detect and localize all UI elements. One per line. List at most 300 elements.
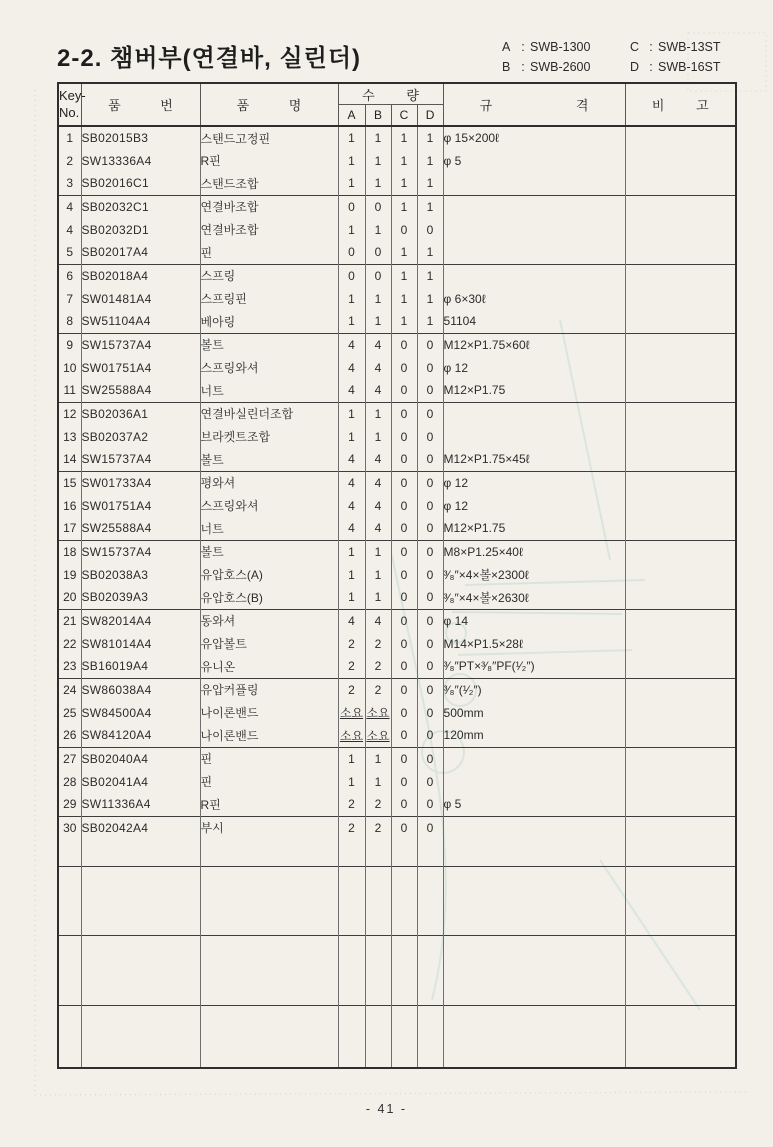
cell-qty-d: 0	[417, 747, 443, 770]
cell-spec: M8×P1.25×40ℓ	[443, 540, 625, 563]
cell-qty-b: 1	[365, 172, 391, 195]
cell-key-no: 12	[58, 402, 81, 425]
cell-part-no: SW01733A4	[81, 471, 200, 494]
row-group	[58, 678, 736, 747]
model-key: D	[630, 60, 640, 74]
cell-key-no: 28	[58, 770, 81, 793]
cell-qty-b: 1	[365, 126, 391, 149]
cell-qty-d: 1	[417, 149, 443, 172]
header-spec: 규 격	[443, 83, 625, 126]
cell-qty-c: 0	[391, 448, 417, 471]
cell-part-name: 핀	[200, 241, 338, 264]
cell-qty-c: 1	[391, 241, 417, 264]
cell-part-no: SW84500A4	[81, 701, 200, 724]
cell-qty-c: 1	[391, 149, 417, 172]
cell-qty-a: 0	[338, 195, 365, 218]
cell-spec: ³⁄₈″(¹⁄₂″)	[443, 678, 625, 701]
cell-key-no: 25	[58, 701, 81, 724]
empty-cell	[625, 866, 736, 935]
cell-qty-a: 1	[338, 540, 365, 563]
cell-spec: M12×P1.75×60ℓ	[443, 333, 625, 356]
table-row	[58, 333, 736, 356]
cell-qty-c: 0	[391, 701, 417, 724]
cell-remark	[625, 609, 736, 632]
cell-qty-a: 1	[338, 402, 365, 425]
cell-remark	[625, 517, 736, 540]
empty-cell	[365, 839, 391, 866]
cell-part-name: 볼트	[200, 540, 338, 563]
cell-spec	[443, 747, 625, 770]
cell-part-no: SB02036A1	[81, 402, 200, 425]
cell-spec: 500mm	[443, 701, 625, 724]
blank-row	[58, 935, 736, 1005]
cell-spec: φ 15×200ℓ	[443, 126, 625, 149]
cell-part-name: 유니온	[200, 655, 338, 678]
model-number: SWB-1300	[530, 40, 591, 54]
cell-qty-b: 4	[365, 356, 391, 379]
cell-qty-c: 0	[391, 218, 417, 241]
cell-remark	[625, 149, 736, 172]
row-group	[58, 471, 736, 540]
table-row	[58, 356, 736, 379]
blank-row	[58, 866, 736, 935]
cell-qty-c: 0	[391, 540, 417, 563]
cell-qty-b: 4	[365, 494, 391, 517]
cell-qty-b: 1	[365, 540, 391, 563]
row-group	[58, 333, 736, 402]
cell-remark	[625, 126, 736, 149]
empty-cell	[81, 1005, 200, 1068]
empty-cell	[443, 935, 625, 1005]
empty-cell	[338, 1005, 365, 1068]
cell-remark	[625, 379, 736, 402]
cell-qty-d: 1	[417, 195, 443, 218]
cell-remark	[625, 218, 736, 241]
cell-qty-c: 0	[391, 379, 417, 402]
cell-qty-c: 0	[391, 425, 417, 448]
cell-qty-a: 1	[338, 310, 365, 333]
cell-spec: 120mm	[443, 724, 625, 747]
empty-cell	[200, 839, 338, 866]
cell-part-name: 볼트	[200, 333, 338, 356]
cell-remark	[625, 655, 736, 678]
empty-cell	[417, 866, 443, 935]
cell-part-name: 스프링핀	[200, 287, 338, 310]
cell-spec	[443, 172, 625, 195]
model-legend-item	[630, 60, 721, 74]
cell-qty-c: 0	[391, 770, 417, 793]
cell-remark	[625, 701, 736, 724]
cell-qty-c: 0	[391, 747, 417, 770]
cell-qty-b: 1	[365, 770, 391, 793]
cell-part-name: 너트	[200, 517, 338, 540]
model-separator: :	[521, 40, 525, 54]
cell-remark	[625, 356, 736, 379]
cell-spec: φ 5	[443, 149, 625, 172]
cell-part-no: SB02032D1	[81, 218, 200, 241]
cell-qty-d: 0	[417, 494, 443, 517]
empty-cell	[81, 866, 200, 935]
cell-qty-b: 0	[365, 241, 391, 264]
cell-qty-c: 0	[391, 471, 417, 494]
cell-key-no: 17	[58, 517, 81, 540]
cell-qty-c: 1	[391, 264, 417, 287]
model-separator: :	[521, 60, 525, 74]
cell-key-no: 2	[58, 149, 81, 172]
cell-part-no: SB02040A4	[81, 747, 200, 770]
cell-part-no: SB02015B3	[81, 126, 200, 149]
cell-qty-b: 1	[365, 402, 391, 425]
header-qty-a: A	[338, 105, 365, 127]
cell-qty-a: 2	[338, 655, 365, 678]
cell-key-no: 10	[58, 356, 81, 379]
empty-cell	[391, 866, 417, 935]
empty-cell	[338, 866, 365, 935]
cell-spec	[443, 195, 625, 218]
cell-remark	[625, 494, 736, 517]
header-key-no-line1: Key-	[59, 87, 86, 103]
cell-qty-a: 4	[338, 517, 365, 540]
cell-key-no: 27	[58, 747, 81, 770]
empty-cell	[338, 935, 365, 1005]
cell-qty-a: 1	[338, 563, 365, 586]
cell-remark	[625, 747, 736, 770]
cell-qty-d: 0	[417, 609, 443, 632]
table-row	[58, 678, 736, 701]
cell-remark	[625, 793, 736, 816]
cell-part-name: 나이론밴드	[200, 701, 338, 724]
cell-qty-d: 0	[417, 540, 443, 563]
cell-qty-a: 1	[338, 287, 365, 310]
cell-qty-c: 0	[391, 494, 417, 517]
cell-spec: ³⁄₈″×4×볼×2300ℓ	[443, 563, 625, 586]
cell-spec: M12×P1.75	[443, 517, 625, 540]
cell-qty-a: 4	[338, 448, 365, 471]
empty-cell	[200, 866, 338, 935]
cell-qty-c: 0	[391, 816, 417, 839]
cell-qty-c: 1	[391, 287, 417, 310]
cell-remark	[625, 402, 736, 425]
empty-cell	[417, 935, 443, 1005]
table-row	[58, 655, 736, 678]
table-row	[58, 586, 736, 609]
cell-qty-a: 1	[338, 747, 365, 770]
cell-spec: M14×P1.5×28ℓ	[443, 632, 625, 655]
cell-key-no: 4	[58, 218, 81, 241]
cell-qty-b: 2	[365, 793, 391, 816]
cell-part-name: 유압커플링	[200, 678, 338, 701]
cell-spec: 51104	[443, 310, 625, 333]
cell-qty-d: 0	[417, 379, 443, 402]
table-row	[58, 218, 736, 241]
model-legend	[502, 40, 721, 74]
cell-qty-c: 0	[391, 609, 417, 632]
cell-key-no: 23	[58, 655, 81, 678]
table-row	[58, 770, 736, 793]
table-row	[58, 494, 736, 517]
footer-page-number: - 41 -	[365, 1102, 408, 1116]
cell-part-name: 평와셔	[200, 471, 338, 494]
model-legend-item	[502, 60, 630, 74]
cell-remark	[625, 471, 736, 494]
cell-qty-d: 0	[417, 770, 443, 793]
page-title: 2-2. 챔버부(연결바, 실린더)	[57, 45, 361, 72]
cell-part-no: SW82014A4	[81, 609, 200, 632]
table-row	[58, 310, 736, 333]
cell-qty-d: 1	[417, 241, 443, 264]
cell-spec	[443, 770, 625, 793]
cell-remark	[625, 333, 736, 356]
cell-part-no: SW84120A4	[81, 724, 200, 747]
cell-qty-d: 0	[417, 655, 443, 678]
cell-key-no: 8	[58, 310, 81, 333]
cell-spec	[443, 816, 625, 839]
cell-qty-a: 2	[338, 678, 365, 701]
cell-qty-b: 4	[365, 448, 391, 471]
cell-qty-a: 1	[338, 218, 365, 241]
cell-part-name: 스탠드고정핀	[200, 126, 338, 149]
cell-qty-c: 0	[391, 678, 417, 701]
parts-table	[57, 82, 737, 1069]
cell-remark	[625, 632, 736, 655]
header-part-no: 품 번	[81, 83, 200, 126]
table-row	[58, 793, 736, 816]
model-legend-item	[630, 40, 721, 54]
cell-qty-a: 1	[338, 149, 365, 172]
cell-part-no: SW51104A4	[81, 310, 200, 333]
cell-remark	[625, 264, 736, 287]
table-row	[58, 701, 736, 724]
table-header	[58, 83, 736, 126]
cell-part-no: SB02017A4	[81, 241, 200, 264]
empty-cell	[58, 839, 81, 866]
model-separator: :	[649, 40, 653, 54]
cell-key-no: 30	[58, 816, 81, 839]
cell-part-no: SB02032C1	[81, 195, 200, 218]
model-key: C	[630, 40, 640, 54]
cell-qty-b: 2	[365, 632, 391, 655]
cell-qty-b: 0	[365, 264, 391, 287]
cell-qty-d: 0	[417, 402, 443, 425]
cell-qty-a: 소요	[338, 724, 365, 747]
table-row	[58, 264, 736, 287]
cell-part-name: 연결바실린더조합	[200, 402, 338, 425]
cell-key-no: 5	[58, 241, 81, 264]
table-row	[58, 379, 736, 402]
cell-part-no: SW01481A4	[81, 287, 200, 310]
row-group	[58, 747, 736, 816]
cell-spec: φ 14	[443, 609, 625, 632]
cell-key-no: 1	[58, 126, 81, 149]
cell-qty-a: 4	[338, 333, 365, 356]
header-key-no-line2: No.	[59, 104, 80, 120]
cell-part-name: 동와셔	[200, 609, 338, 632]
empty-cell	[417, 839, 443, 866]
cell-part-name: 스프링	[200, 264, 338, 287]
table-row	[58, 747, 736, 770]
cell-qty-b: 4	[365, 609, 391, 632]
cell-qty-a: 1	[338, 172, 365, 195]
cell-qty-b: 4	[365, 471, 391, 494]
cell-part-no: SW15737A4	[81, 333, 200, 356]
cell-qty-a: 2	[338, 632, 365, 655]
cell-key-no: 3	[58, 172, 81, 195]
cell-qty-d: 0	[417, 563, 443, 586]
cell-remark	[625, 586, 736, 609]
row-group	[58, 195, 736, 264]
cell-qty-b: 1	[365, 563, 391, 586]
cell-remark	[625, 241, 736, 264]
cell-spec: φ 12	[443, 471, 625, 494]
empty-cell	[391, 839, 417, 866]
cell-qty-d: 0	[417, 356, 443, 379]
table-row	[58, 172, 736, 195]
cell-qty-c: 0	[391, 356, 417, 379]
row-group	[58, 935, 736, 1005]
header-qty-b: B	[365, 105, 391, 127]
cell-part-name: 너트	[200, 379, 338, 402]
empty-cell	[365, 1005, 391, 1068]
cell-remark	[625, 448, 736, 471]
cell-part-no: SB02042A4	[81, 816, 200, 839]
blank-row	[58, 1005, 736, 1068]
cell-qty-d: 0	[417, 632, 443, 655]
scanner-dotted-edge	[35, 1092, 748, 1095]
cell-qty-c: 0	[391, 586, 417, 609]
cell-spec	[443, 425, 625, 448]
blank-row	[58, 839, 736, 866]
cell-spec: ³⁄₈″×4×볼×2630ℓ	[443, 586, 625, 609]
cell-qty-c: 0	[391, 563, 417, 586]
cell-qty-b: 0	[365, 195, 391, 218]
cell-qty-c: 0	[391, 333, 417, 356]
cell-key-no: 7	[58, 287, 81, 310]
cell-qty-a: 2	[338, 816, 365, 839]
cell-qty-d: 0	[417, 678, 443, 701]
cell-qty-d: 0	[417, 425, 443, 448]
cell-part-name: R핀	[200, 149, 338, 172]
cell-part-no: SW13336A4	[81, 149, 200, 172]
model-key: A	[502, 40, 511, 54]
cell-qty-b: 1	[365, 218, 391, 241]
table-row	[58, 126, 736, 149]
empty-cell	[391, 935, 417, 1005]
cell-key-no: 13	[58, 425, 81, 448]
cell-part-no: SW01751A4	[81, 356, 200, 379]
cell-part-name: 스프링와셔	[200, 356, 338, 379]
cell-qty-c: 0	[391, 402, 417, 425]
cell-qty-a: 4	[338, 356, 365, 379]
table-row	[58, 448, 736, 471]
cell-qty-d: 0	[417, 471, 443, 494]
cell-part-name: 연결바조합	[200, 218, 338, 241]
cell-qty-c: 1	[391, 126, 417, 149]
empty-cell	[81, 935, 200, 1005]
cell-part-no: SB02016C1	[81, 172, 200, 195]
cell-qty-b: 2	[365, 678, 391, 701]
cell-qty-b: 4	[365, 333, 391, 356]
cell-part-no: SW86038A4	[81, 678, 200, 701]
cell-qty-c: 0	[391, 793, 417, 816]
cell-qty-d: 0	[417, 724, 443, 747]
cell-part-name: 볼트	[200, 448, 338, 471]
cell-key-no: 21	[58, 609, 81, 632]
cell-qty-d: 1	[417, 287, 443, 310]
row-group	[58, 816, 736, 866]
cell-qty-b: 4	[365, 517, 391, 540]
cell-qty-c: 1	[391, 172, 417, 195]
cell-remark	[625, 724, 736, 747]
cell-key-no: 4	[58, 195, 81, 218]
table-row	[58, 287, 736, 310]
empty-cell	[443, 839, 625, 866]
cell-remark	[625, 678, 736, 701]
cell-qty-a: 4	[338, 609, 365, 632]
cell-qty-b: 2	[365, 816, 391, 839]
cell-part-name: 나이론밴드	[200, 724, 338, 747]
cell-part-name: 스탠드조합	[200, 172, 338, 195]
cell-part-no: SB02039A3	[81, 586, 200, 609]
row-group	[58, 126, 736, 195]
cell-part-name: R핀	[200, 793, 338, 816]
cell-key-no: 16	[58, 494, 81, 517]
cell-part-no: SB02037A2	[81, 425, 200, 448]
cell-part-name: 유압호스(B)	[200, 586, 338, 609]
cell-part-name: 브라켓트조합	[200, 425, 338, 448]
model-separator: :	[649, 60, 653, 74]
table-row	[58, 402, 736, 425]
table-row	[58, 632, 736, 655]
cell-remark	[625, 310, 736, 333]
cell-qty-d: 0	[417, 218, 443, 241]
model-number: SWB-13ST	[658, 40, 721, 54]
cell-part-no: SB02038A3	[81, 563, 200, 586]
cell-spec	[443, 218, 625, 241]
cell-key-no: 29	[58, 793, 81, 816]
cell-remark	[625, 425, 736, 448]
table-row	[58, 517, 736, 540]
cell-spec	[443, 402, 625, 425]
empty-cell	[625, 839, 736, 866]
cell-qty-d: 0	[417, 586, 443, 609]
cell-qty-b: 1	[365, 747, 391, 770]
cell-qty-b: 1	[365, 287, 391, 310]
model-number: SWB-2600	[530, 60, 591, 74]
cell-part-name: 스프링와셔	[200, 494, 338, 517]
cell-part-no: SW25588A4	[81, 517, 200, 540]
cell-qty-d: 0	[417, 448, 443, 471]
cell-remark	[625, 195, 736, 218]
cell-key-no: 20	[58, 586, 81, 609]
cell-qty-a: 4	[338, 471, 365, 494]
cell-qty-c: 0	[391, 517, 417, 540]
empty-cell	[443, 1005, 625, 1068]
empty-cell	[365, 935, 391, 1005]
cell-remark	[625, 563, 736, 586]
empty-cell	[58, 935, 81, 1005]
cell-part-name: 핀	[200, 770, 338, 793]
table-row	[58, 563, 736, 586]
model-number: SWB-16ST	[658, 60, 721, 74]
cell-spec: ³⁄₈″PT×³⁄₈″PF(¹⁄₂″)	[443, 655, 625, 678]
cell-key-no: 26	[58, 724, 81, 747]
cell-qty-d: 0	[417, 701, 443, 724]
cell-qty-b: 소요	[365, 701, 391, 724]
cell-qty-d: 1	[417, 172, 443, 195]
cell-part-name: 유압볼트	[200, 632, 338, 655]
cell-qty-d: 0	[417, 517, 443, 540]
model-legend-item	[502, 40, 630, 54]
